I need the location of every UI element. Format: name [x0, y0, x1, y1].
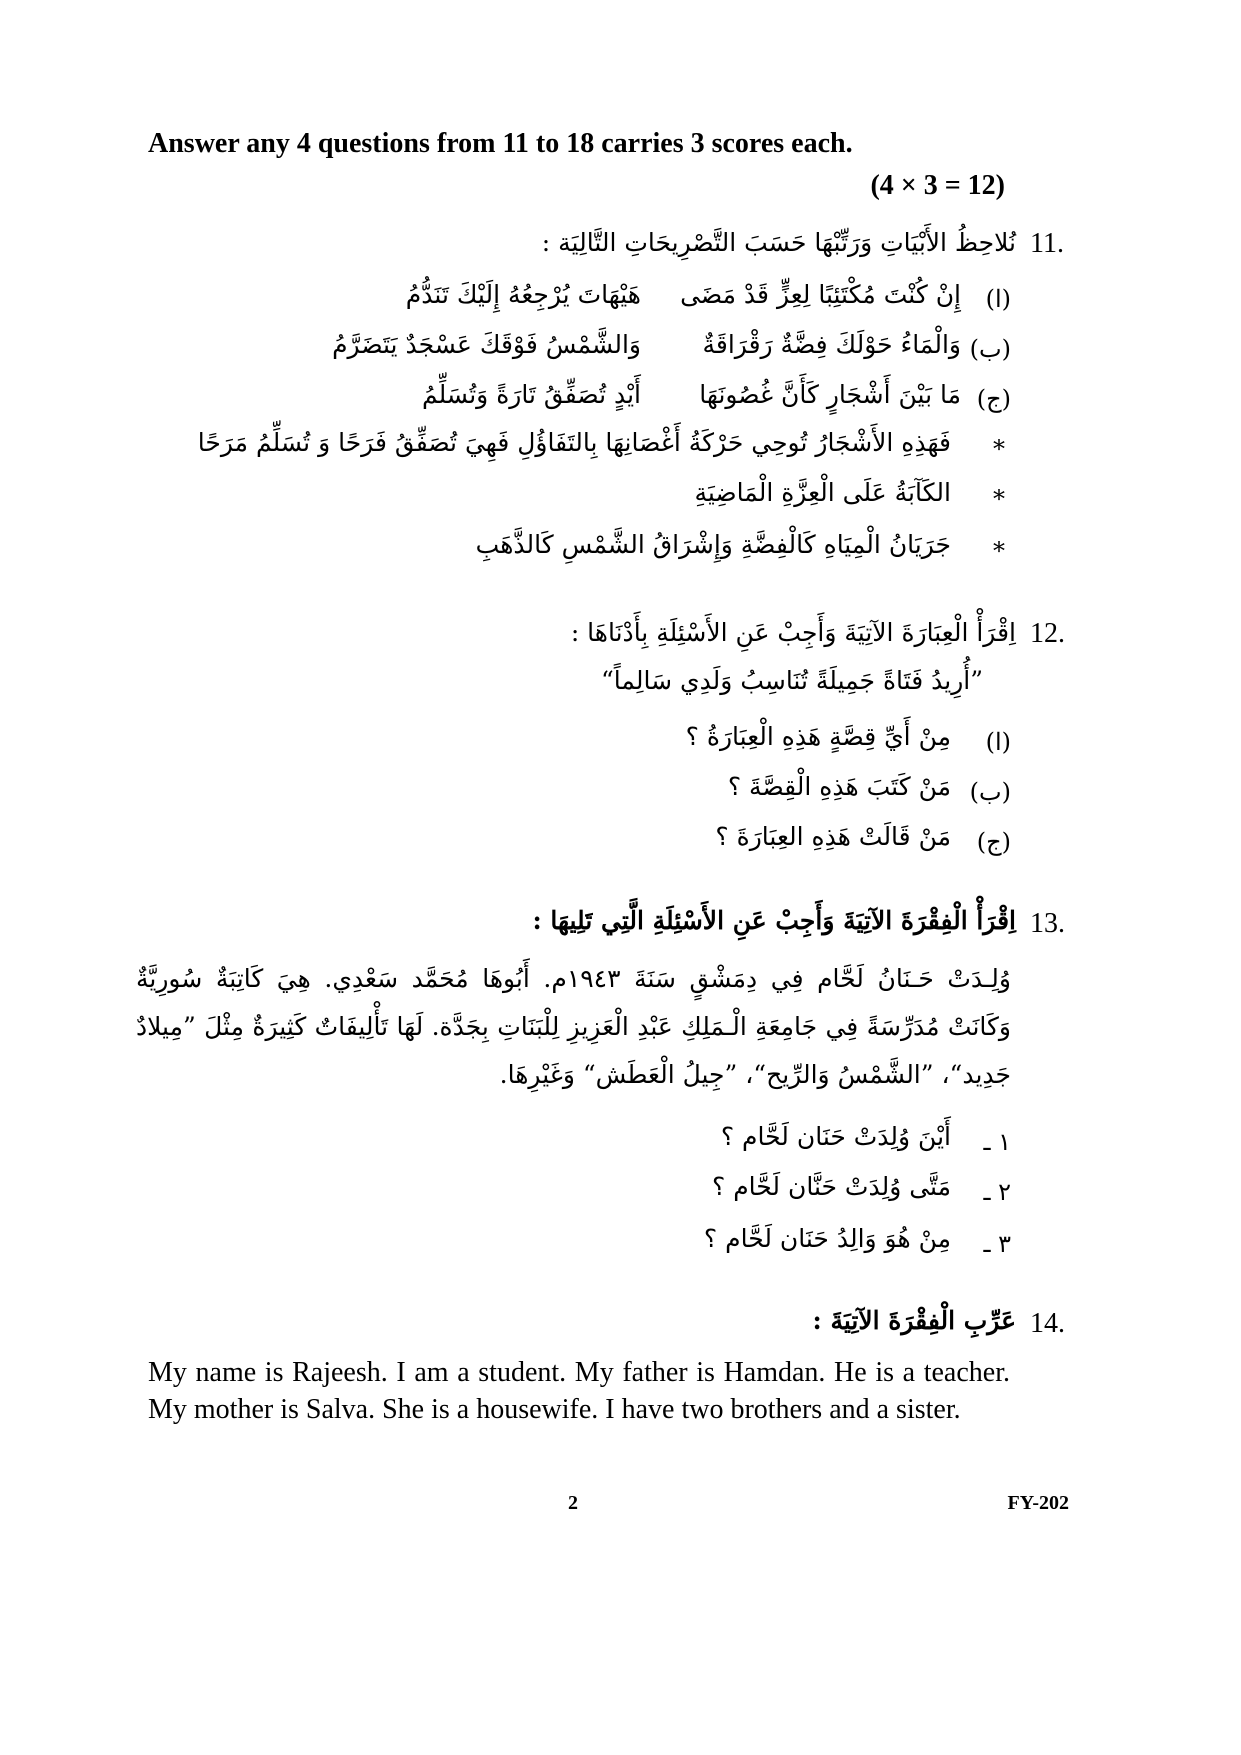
q14-prompt: عَرِّبِ الْفِقْرَةَ الآتِيَةَ : — [812, 1306, 1016, 1335]
q11-verse-3-first: مَا بَيْنَ أَشْجَارٍ كَأَنَّ غُصُونَهَا — [699, 380, 961, 409]
q13-question-2-marker: ٢ ـ — [983, 1178, 1011, 1206]
q11-statement-2-marker: * — [993, 485, 1005, 513]
q11-statement-2: الكَآبَةُ عَلَى الْعِزَّةِ الْمَاضِيَةِ — [694, 478, 951, 507]
question-number-13: 13. — [1030, 908, 1065, 939]
question-number-12: 12. — [1030, 618, 1065, 649]
q13-question-1-marker: ١ ـ — [983, 1128, 1011, 1156]
q13-question-3: مِنْ هُوَ وَالِدُ حَنَان لَحَّام ؟ — [703, 1224, 951, 1253]
q11-verse-3-marker: (ج) — [976, 385, 1011, 413]
q12-quote: ”أُرِيدُ فَتَاةً جَمِيلَةً تُنَاسِبُ وَلَدِي سَالِماً“ — [601, 666, 983, 695]
q12-question-2: مَنْ كَتَبَ هَذِهِ الْقِصَّةَ ؟ — [727, 772, 951, 801]
q13-prompt: اِقْرَأْ الْفِقْرَةَ الآتِيَةَ وَأَجِبْ عَنِ الأَسْئِلَةِ الَّتِي تَلِيهَا : — [532, 906, 1016, 935]
q12-question-3-marker: (ج) — [976, 828, 1011, 856]
q11-verse-2-marker: (ب) — [969, 335, 1011, 363]
q11-prompt: نُلاحِظُ الأَبْيَاتِ وَرَتِّبْهَا حَسَبَ التَّصْرِيحَاتِ التَّالِيَة : — [541, 228, 1016, 257]
q13-paragraph: وُلِـدَتْ حَـنَانُ لَحَّام فِي دِمَشْقٍ سَنَةَ ١٩٤٣م. أَبُوهَا مُحَمَّد سَعْدِي. هِيَ كَاتِبَةٌ سُورِيَّةٌ وَكَانَتْ مُدَرِّسَةً فِي جَامِعَةِ الْـمَلِكِ عَبْدِ الْعَزِيزِ لِلْبَنَاتِ بِجَدَّة. لَهَا تَأْلِيفَاتٌ كَثِيرَةٌ مِثْلَ ”مِيلادٌ جَدِيد“، ”الشَّمْسُ وَالرِّيح“، ”جِيلُ الْعَطَش“ وَغَيْرِهَا. — [136, 964, 1011, 1089]
q13-question-2: مَتَّى وُلِدَتْ حَنَّان لَحَّام ؟ — [711, 1172, 951, 1201]
q11-statement-3-marker: * — [993, 537, 1005, 565]
q13-question-1: أَيْنَ وُلِدَتْ حَنَان لَحَّام ؟ — [720, 1122, 951, 1151]
q14-paragraph: My name is Rajeesh. I am a student. My father is Hamdan. He is a teacher. My mother is Salva. She is a housewife. I have two brothers and a sister. — [148, 1357, 1010, 1425]
score-total: (4 × 3 = 12) — [870, 170, 1005, 201]
q12-question-1: مِنْ أَيِّ قِصَّةٍ هَذِهِ الْعِبَارَةُ ؟ — [685, 722, 951, 751]
q12-question-1-marker: (ا) — [985, 728, 1011, 756]
q11-verse-2-first: وَالْمَاءُ حَوْلَكَ فِضَّةٌ رَقْرَاقَةٌ — [702, 330, 961, 359]
section-instruction: Answer any 4 questions from 11 to 18 carries 3 scores each. — [148, 128, 853, 159]
q11-verse-3-second: أَيْدٍ تُصَفِّقُ تَارَةً وَتُسَلِّمُ — [422, 380, 641, 409]
q13-question-3-marker: ٣ ـ — [983, 1230, 1011, 1258]
q11-statement-3: جَرَيَانُ الْمِيَاهِ كَالْفِضَّةِ وَإِشْرَاقُ الشَّمْسِ كَالذَّهَبِ — [475, 530, 951, 559]
q12-question-3: مَنْ قَالَتْ هَذِهِ العِبَارَةَ ؟ — [715, 822, 951, 851]
q11-verse-1-first: إِنْ كُنْتَ مُكْتَئِبًا لِعِزٍّ قَدْ مَضَى — [680, 280, 961, 309]
q11-verse-1-second: هَيْهَاتَ يُرْجِعُهُ إِلَيْكَ تَنَدُّمُ — [405, 280, 641, 309]
page-number: 2 — [568, 1492, 578, 1514]
q11-verse-2-second: وَالشَّمْسُ فَوْقَكَ عَسْجَدٌ يَتَضَرَّمُ — [332, 330, 641, 359]
question-number-14: 14. — [1030, 1308, 1065, 1339]
q12-question-2-marker: (ب) — [969, 778, 1011, 806]
question-number-11: 11. — [1030, 228, 1064, 259]
q12-prompt: اِقْرَأْ الْعِبَارَةَ الآتِيَةَ وَأَجِبْ عَنِ الأَسْئِلَةِ بِأَدْنَاهَا : — [570, 618, 1016, 647]
q11-verse-1-marker: (ا) — [985, 285, 1011, 313]
q11-statement-1-marker: * — [993, 435, 1005, 463]
paper-code: FY-202 — [1007, 1492, 1069, 1514]
q11-statement-1: فَهَذِهِ الأَشْجَارُ تُوحِي حَرْكَةُ أَغْصَانِهَا بِالتَفَاؤُلِ فَهِيَ تُصَفِّقُ فَرَحًا وَ تُسَلِّمُ مَرَحًا — [197, 428, 951, 457]
